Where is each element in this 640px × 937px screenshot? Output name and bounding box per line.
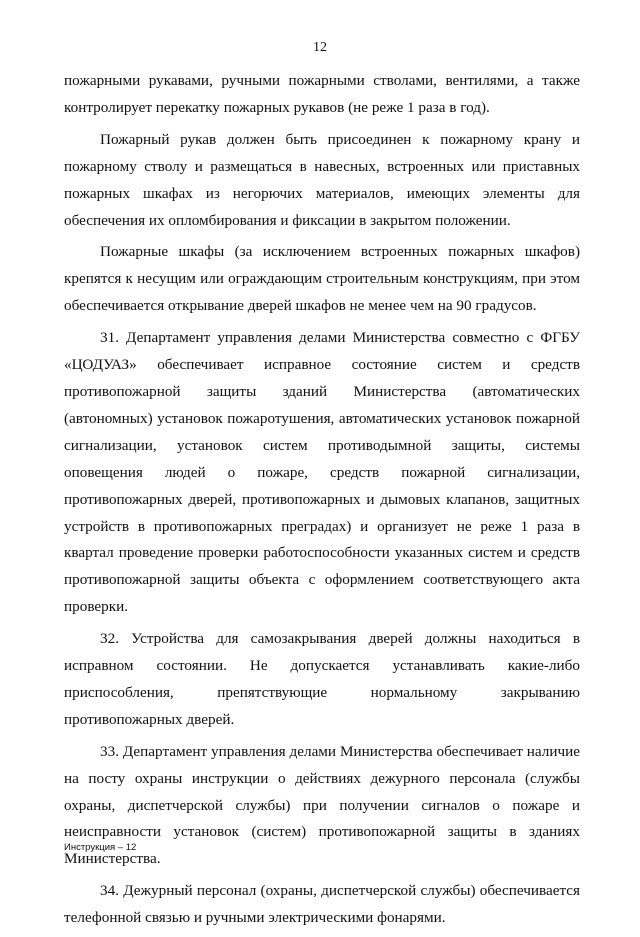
paragraph-32: 32. Устройства для самозакрывания дверей должны находиться в исправном состоянии. Не допускается устанавливать какие-либо приспособления, препятствующие нормальному закрыванию противопожарных дверей.	[64, 630, 580, 728]
paragraph-34: 34. Дежурный персонал (охраны, диспетчерской службы) обеспечивается телефонной связью и ручными электрическими фонарями.	[64, 882, 580, 927]
document-body	[64, 68, 580, 937]
paragraph-fire-cabinets: Пожарные шкафы (за исключением встроенных пожарных шкафов) крепятся к несущим или ограждающим строительным конструкциям, при этом обеспечивается открывание дверей шкафов не менее чем на 90 градусов.	[64, 243, 580, 315]
paragraph-continuation: пожарными рукавами, ручными пожарными стволами, вентилями, а также контролирует перекатку пожарных рукавов (не реже 1 раза в год).	[64, 72, 580, 116]
paragraph-33: 33. Департамент управления делами Министерства обеспечивает наличие на посту охраны инструкции о действиях дежурного персонала (службы охраны, диспетчерской службы) при получении сигналов о пожаре и неисправности установок (систем) противопожарной защиты в зданиях Министерства.	[64, 742, 580, 868]
paragraph-fire-hose: Пожарный рукав должен быть присоединен к пожарному крану и пожарному стволу и размещаться в навесных, встроенных или приставных пожарных шкафах из негорючих материалов, имеющих элементы для обеспечения их опломбирования и фиксации в закрытом положении.	[64, 130, 580, 229]
page-number: 12	[313, 40, 327, 55]
paragraph-31: 31. Департамент управления делами Министерства совместно с ФГБУ «ЦОДУАЗ» обеспечивает исправное состояние систем и средств противопожарной защиты зданий Министерства (автоматических (автономных) установок пожаротушения, автоматических установок пожарной сигнализации, установок систем противодымной защиты, системы оповещения людей о пожаре, средств пожарной сигнализации, противопожарных дверей, противопожарных и дымовых клапанов, защитных устройств в противопожарных преградах) и организует не реже 1 раза в квартал проведение проверки работоспособности указанных систем и средств противопожарной защиты объекта с оформлением соответствующего акта проверки.	[64, 329, 580, 616]
footer-label: Инструкция – 12	[64, 842, 137, 853]
